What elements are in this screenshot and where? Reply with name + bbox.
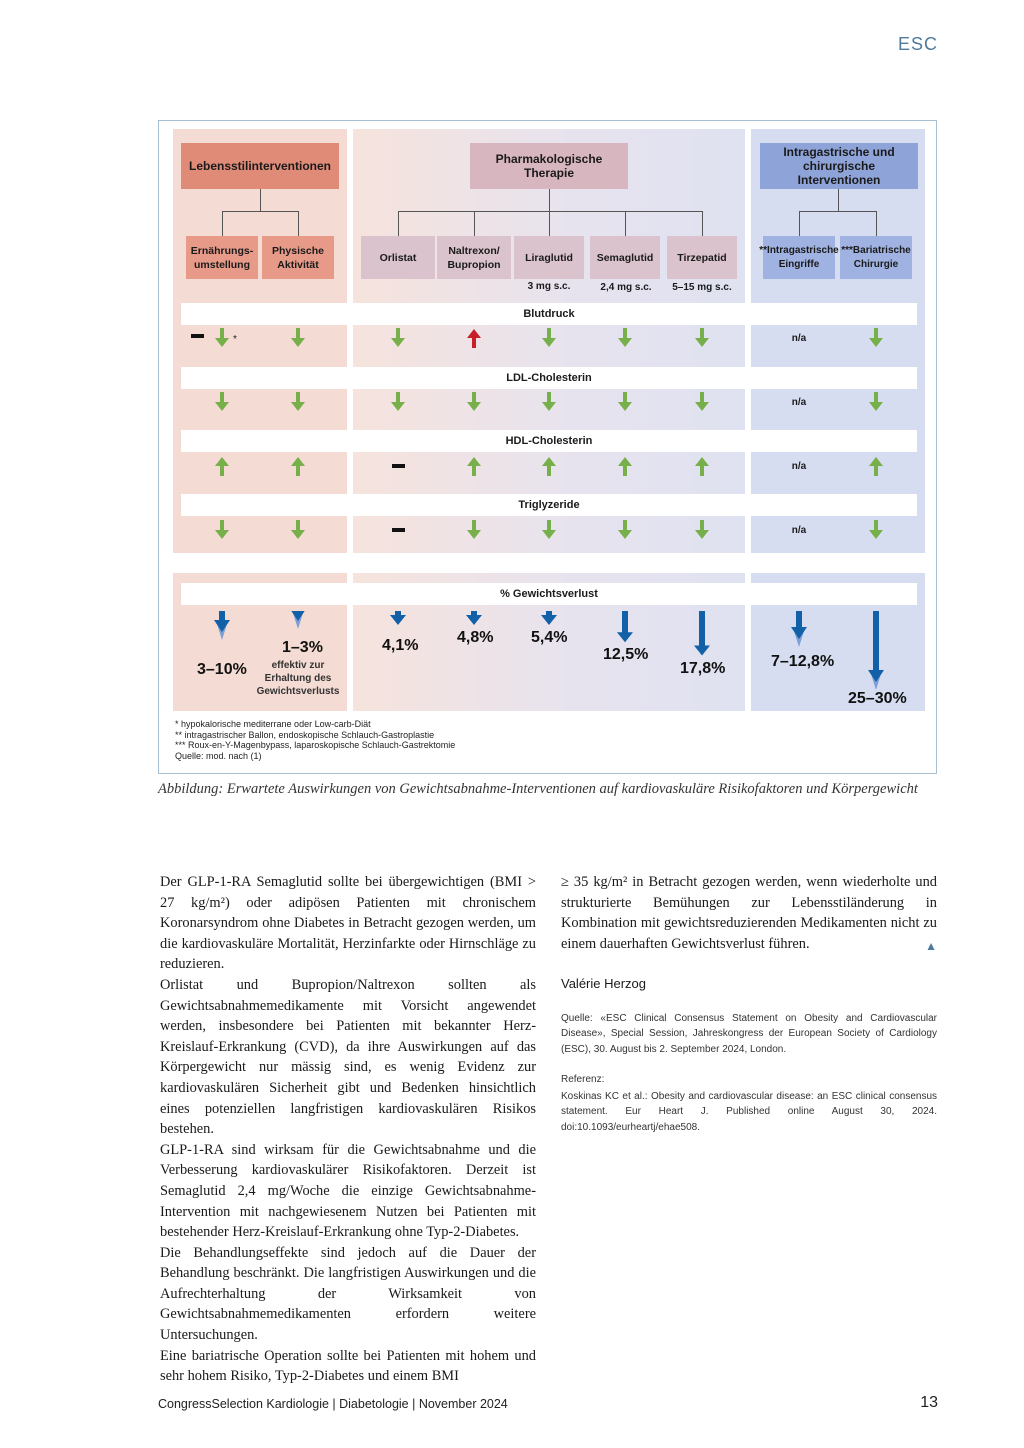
- effect-cell: [865, 519, 887, 541]
- pharma-header: [470, 143, 628, 189]
- effect-cell: [614, 519, 636, 541]
- effect-cell: [614, 455, 636, 477]
- arrow-down-icon: [541, 328, 557, 348]
- weight-title: % Gewichtsverlust: [181, 583, 917, 605]
- effect-cell: [865, 327, 887, 349]
- row-title-ldl: LDL-Cholesterin: [181, 367, 917, 389]
- neutral-dash-icon: [392, 464, 405, 468]
- column-label-line: Chirurgie: [853, 258, 899, 270]
- weight-loss-value: 17,8%: [680, 659, 726, 677]
- arrow-down-icon: [617, 328, 633, 348]
- figure-footnotes: [175, 719, 455, 761]
- note-line: Erhaltung des: [264, 673, 332, 684]
- na-label: n/a: [791, 332, 807, 344]
- neutral-dash-icon: [191, 334, 204, 338]
- weight-arrow-icon: [613, 611, 637, 648]
- effect-cell: [387, 455, 409, 477]
- effect-cell: [211, 519, 233, 541]
- column-box-3: [437, 236, 511, 279]
- weight-arrow-icon: [864, 611, 888, 692]
- effect-cell: [387, 519, 409, 541]
- arrow-down-icon: [290, 520, 306, 540]
- column-label-line: ***Bariatrische: [841, 244, 911, 256]
- weight-loss-value: 25–30%: [848, 690, 907, 707]
- column-label-line: Physische: [272, 244, 324, 257]
- arrow-down-icon: [290, 392, 306, 412]
- reference-heading: Referenz:: [561, 1074, 605, 1085]
- column-box-7: [759, 236, 839, 279]
- note-line: effektiv zur: [271, 660, 325, 671]
- paragraph: Orlistat und Bupropion/Naltrexon sollten als Gewichtsabnahmemedikamente mit Vorsicht angewendet werden, insbesondere bei Patienten mit bekannter Herz-Kreislauf-Erkrankung (CVD), da ihre Auswirkungen auf das Körpergewicht nur mässig sind, es wenig Evidenz zur kardiovaskulären Sicherheit gibt und Bedenken hinsichtlich eines potenziellen langfristigen kardiovaskulären Risikos bestehen.: [160, 976, 536, 1138]
- section-tag: ESC: [897, 34, 938, 54]
- footnote-star: *: [233, 334, 237, 345]
- end-triangle-icon: ▲: [925, 938, 937, 953]
- effect-cell: [865, 391, 887, 413]
- arrow-down-icon: [694, 392, 710, 412]
- arrow-down-icon: [466, 392, 482, 412]
- arrow-up-icon: [868, 456, 884, 476]
- arrow-down-icon: [466, 520, 482, 540]
- weight-loss-value: 1–3%: [282, 639, 323, 656]
- weight-loss-value: 12,5%: [603, 646, 649, 664]
- column-label-line: Tirzepatid: [677, 251, 727, 264]
- na-label: n/a: [791, 524, 807, 536]
- effect-cell: [538, 519, 560, 541]
- body-column-left: [160, 872, 536, 1387]
- column-label-line: umstellung: [193, 258, 250, 271]
- effect-cell: [788, 519, 810, 541]
- effect-cell: [387, 327, 409, 349]
- effect-cell: [691, 327, 713, 349]
- author: Valérie Herzog: [561, 976, 647, 991]
- effect-cell: [387, 391, 409, 413]
- weight-loss-note: [253, 659, 343, 698]
- weight-loss-value: 4,1%: [382, 637, 419, 654]
- effect-cell: [463, 391, 485, 413]
- weight-loss-value: 5,4%: [531, 629, 568, 646]
- weight-arrow-icon: [286, 611, 310, 631]
- arrow-down-icon: [541, 392, 557, 412]
- effect-cell: [463, 327, 485, 349]
- column-label-line: Naltrexon/: [448, 244, 500, 257]
- weight-arrow-icon: [386, 611, 410, 631]
- weight-loss-value: 7–12,8%: [771, 653, 835, 670]
- column-box-4: [514, 236, 584, 279]
- arrow-down-icon: [390, 392, 406, 412]
- column-box-8: [840, 236, 912, 279]
- row-title-hdl: HDL-Cholesterin: [181, 430, 917, 452]
- arrow-down-icon: [214, 328, 230, 348]
- reference: Koskinas KC et al.: Obesity and cardiovascular disease: an ESC clinical consensus statement. Eur Heart J. Published online August 30, 2024. doi:10.1093/eurheartj/ehae508.: [561, 1091, 937, 1133]
- footnote-3: *** Roux-en-Y-Magenbypass, laparoskopische Schlauch-Gastrektomie: [175, 740, 456, 750]
- journal-footer: CongressSelection Kardiologie | Diabetologie | November 2024: [158, 1397, 508, 1411]
- arrow-up-icon: [214, 456, 230, 476]
- arrow-down-icon: [541, 520, 557, 540]
- surgery-header-line2: chirurgische Interventionen: [797, 159, 881, 187]
- effect-cell: [865, 455, 887, 477]
- effect-cell: [287, 519, 309, 541]
- surgery-header-line1: Intragastrische und: [783, 145, 895, 159]
- effect-cell: [691, 455, 713, 477]
- arrow-down-icon: [694, 328, 710, 348]
- effect-cell: [788, 391, 810, 413]
- page-number: 13: [920, 1394, 938, 1411]
- effect-cell: [691, 391, 713, 413]
- source-note: Quelle: «ESC Clinical Consensus Statement on Obesity and Cardiovascular Disease», Special Session, Jahreskongress der European Society of Cardiology (ESC), 30. August bis 2. September 2024, London.: [561, 1013, 937, 1055]
- column-label-line: Eingriffe: [778, 258, 820, 270]
- arrow-down-icon: [290, 328, 306, 348]
- footnote-source: Quelle: mod. nach (1): [175, 750, 262, 761]
- dose-liraglutid: 3 mg s.c.: [527, 281, 571, 292]
- arrow-down-icon: [390, 328, 406, 348]
- effect-cell: [538, 391, 560, 413]
- weight-arrow-icon: [210, 611, 234, 642]
- weight-loss-value: 3–10%: [197, 661, 247, 678]
- arrow-down-icon: [617, 520, 633, 540]
- effect-cell: [691, 519, 713, 541]
- weight-arrow-icon: [462, 611, 486, 631]
- column-label-line: Ernährungs-: [190, 244, 254, 257]
- na-label: n/a: [791, 460, 807, 472]
- footnote-1: * hypokalorische mediterrane oder Low-carb-Diät: [175, 719, 371, 729]
- effect-cell: [287, 455, 309, 477]
- effect-cell: [614, 327, 636, 349]
- column-box-6: [667, 236, 737, 279]
- effect-cell: [614, 391, 636, 413]
- effect-cell: [211, 455, 233, 477]
- arrow-down-icon: [868, 392, 884, 412]
- weight-arrow-icon: [690, 611, 714, 662]
- paragraph: Der GLP-1-RA Semaglutid sollte bei übergewichtigen (BMI > 27 kg/m²) oder adipösen Patienten mit chronischem Koronarsyndrom ohne Diabetes in Betracht gezogen werden, um die kardiovaskuläre Mortalität, Herzinfarkte oder Hirnschläge zu reduzieren.: [160, 874, 536, 973]
- effect-cell: [538, 327, 560, 349]
- effect-cell: [463, 519, 485, 541]
- weight-loss-value: 4,8%: [457, 629, 494, 646]
- column-label-line: Semaglutid: [596, 251, 654, 264]
- arrow-up-icon: [290, 456, 306, 476]
- column-label-line: Bupropion: [447, 258, 501, 271]
- row-title-blutdruck: Blutdruck: [181, 303, 917, 325]
- note-line: Gewichtsverlusts: [256, 686, 340, 697]
- paragraph: Die Behandlungseffekte sind jedoch auf die Dauer der Behandlung beschränkt. Die langfristigen Auswirkungen und die Aufrechterhaltung der Wirksamkeit von Gewichtsabnahmemedikamenten erfordern weitere Untersuchungen.: [160, 1244, 536, 1344]
- paragraph: ≥ 35 kg/m² in Betracht gezogen werden, wenn wiederholte und strukturierte Bemühungen zur Lebensstiländerung in Kombination mit gewichtsreduzierenden Medikamenten nicht zu einem dauerhaften Gewichtsverlust führen.: [561, 874, 937, 952]
- body-column-right: [561, 872, 937, 956]
- arrow-down-icon: [694, 520, 710, 540]
- column-label-line: Aktivität: [277, 258, 319, 271]
- pharma-header-line1: Pharmakologische: [495, 152, 603, 166]
- arrow-down-icon: [868, 328, 884, 348]
- arrow-down-icon: [617, 392, 633, 412]
- effect-cell: [211, 327, 233, 349]
- effect-cell: [788, 455, 810, 477]
- arrow-up-icon: [694, 456, 710, 476]
- arrow-up-icon: [617, 456, 633, 476]
- row-title-triglyzeride: Triglyzeride: [181, 494, 917, 516]
- weight-arrow-icon: [537, 611, 561, 631]
- column-box-1: [262, 236, 334, 279]
- na-label: n/a: [791, 396, 807, 408]
- effect-cell: [287, 391, 309, 413]
- column-box-5: [590, 236, 660, 279]
- column-label-line: Orlistat: [379, 251, 417, 264]
- effect-cell: [211, 391, 233, 413]
- effect-cell: [538, 455, 560, 477]
- lifestyle-header: Lebensstilinterventionen: [181, 143, 339, 189]
- neutral-dash-icon: [392, 528, 405, 532]
- effect-cell: [287, 327, 309, 349]
- dose-tirzepatid: 5–15 mg s.c.: [672, 282, 732, 293]
- arrow-up-red-icon: [466, 328, 482, 348]
- pharma-header-line2: Therapie: [523, 166, 574, 180]
- arrow-down-icon: [214, 520, 230, 540]
- column-label-line: **Intragastrische: [759, 244, 839, 256]
- arrow-up-icon: [541, 456, 557, 476]
- arrow-down-icon: [868, 520, 884, 540]
- effect-cell: [788, 327, 810, 349]
- paragraph: GLP-1-RA sind wirksam für die Gewichtsabnahme und die Verbesserung kardiovaskulärer Risikofaktoren. Derzeit ist Semaglutid 2,4 mg/Woche die einzige Gewichtsabnahme-Intervention mit nachgewiesenem Nutzen bei Patienten mit bestehender Herz-Kreislauf-Erkrankung ohne Typ-2-Diabetes.: [160, 1141, 536, 1241]
- figure: [158, 120, 937, 774]
- arrow-up-icon: [466, 456, 482, 476]
- weight-arrow-icon: [787, 611, 811, 649]
- column-box-0: [186, 236, 258, 279]
- column-label-line: Liraglutid: [525, 251, 573, 264]
- effect-cell: [463, 455, 485, 477]
- footnote-2: ** intragastrischer Ballon, endoskopische Schlauch-Gastroplastie: [175, 729, 435, 740]
- figure-caption: Abbildung: Erwartete Auswirkungen von Gewichtsabnahme-Interventionen auf kardiovaskuläre Risikofaktoren und Körpergewicht: [158, 781, 918, 797]
- arrow-down-icon: [214, 392, 230, 412]
- paragraph: Eine bariatrische Operation sollte bei Patienten mit hohem und sehr hohem Risiko, Typ-2-Diabetes und einem BMI: [160, 1347, 536, 1385]
- dose-semaglutid: 2,4 mg s.c.: [600, 282, 652, 293]
- surgery-header: [760, 143, 918, 189]
- column-box-2: [361, 236, 435, 279]
